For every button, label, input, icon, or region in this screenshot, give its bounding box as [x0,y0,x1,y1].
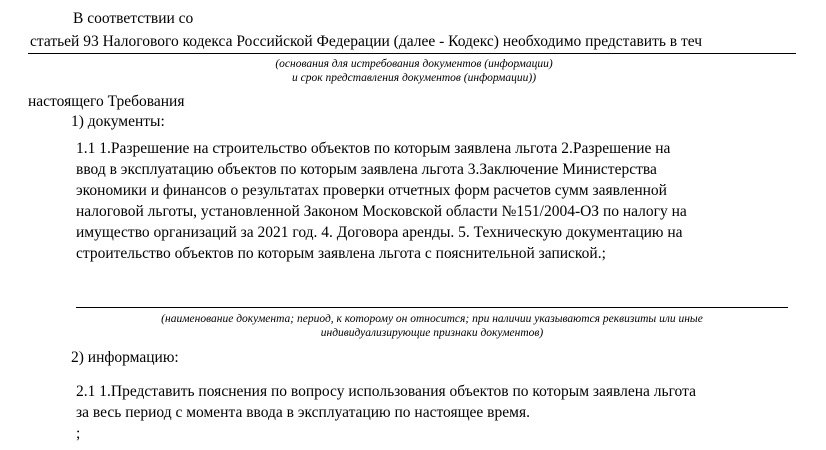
section1-note-line-1: (наименование документа; период, к которому он относится; при наличии указываются реквизиты или иные [161,313,703,325]
header-underline [28,53,796,54]
section1-line: ввод в эксплуатацию объектов по которым заявлена льгота 3.Заключение Министерства [76,161,657,178]
section1-line: имущество организаций за 2021 год. 4. Договора аренды. 5. Техническую документацию на [76,224,683,241]
section2-information-list [76,381,696,444]
section1-line: строительство объектов по которым заявлена льгота с пояснительной запиской.; [76,245,606,262]
section1-underline [76,307,788,308]
section2-line: ; [76,425,81,442]
section2-line: 2.1 1.Представить пояснения по вопросу использования объектов по которым заявлена льгота [76,383,696,400]
section1-line: налоговой льготы, установленной Законом Московской области №151/2004-ОЗ по налогу на [76,203,687,220]
section1-line: 1.1 1.Разрешение на строительство объектов по которым заявлена льгота 2.Разрешение на [76,140,671,157]
section1-heading: 1) документы: [71,113,165,130]
section1-document-list [76,138,687,264]
section1-note-line-2: индивидуализирующие признаки документов) [320,327,544,339]
requirement-text: настоящего Требования [28,93,185,110]
section2-heading: 2) информацию: [71,349,179,366]
header-line-2: статьей 93 Налогового кодекса Российской Федерации (далее - Кодекс) необходимо представить в теч [30,33,703,50]
header-line-1: В соответствии со [73,10,194,27]
section1-line: экономики и финансов о результатах проверки отчетных форм расчетов сумм заявленной [76,182,667,199]
section2-line: за весь период с момента ввода в эксплуатацию по настоящее время. [76,404,530,421]
basis-note-line-1: (основания для истребования документов (информации) [275,58,553,70]
basis-note-line-2: и срок представления документов (информации)) [291,72,537,84]
